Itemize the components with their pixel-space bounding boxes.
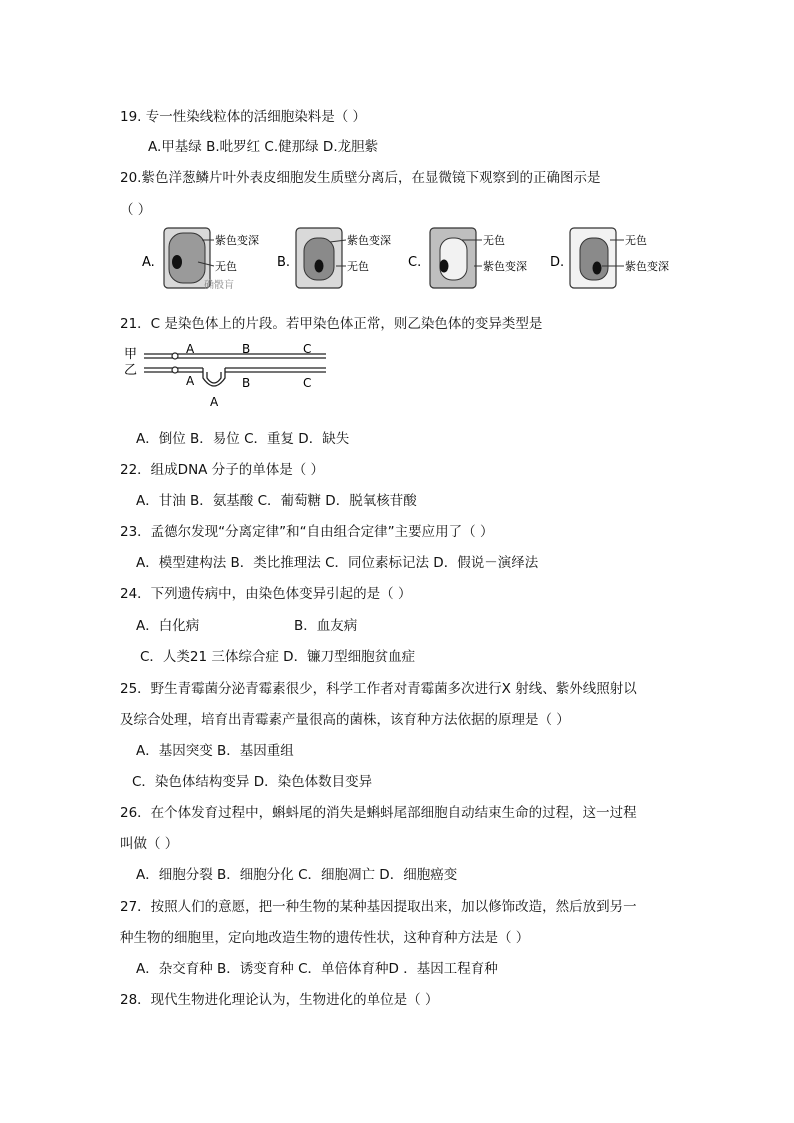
q21-chromosome-figure (120, 342, 330, 410)
q21-stem: 21．C 是染色体上的片段。若甲染色体正常，则乙染色体的变异类型是 (120, 316, 543, 332)
q20-fig-c-bottom: 紫色变深 (483, 260, 527, 273)
q21-top-a: A (186, 342, 195, 356)
q20-fig-a-top: 紫色变深 (215, 234, 259, 247)
q20-fig-b-letter: B. (277, 255, 291, 270)
q27-stem-1: 27．按照人们的意愿，把一种生物的某种基因提取出来，加以修饰改造，然后放到另一 (120, 899, 637, 915)
q20-figure-c (408, 228, 527, 288)
q20-fig-c-top: 无色 (483, 234, 505, 247)
q23-stem: 23．孟德尔发现“分离定律”和“自由组合定律”主要应用了（ ） (120, 524, 494, 540)
q20-fig-a-letter: A. (142, 255, 155, 270)
q20-fig-d-letter: D. (550, 255, 565, 270)
q25-stem-1: 25．野生青霉菌分泌青霉素很少，科学工作者对青霉菌多次进行X 射线、紫外线照射以 (120, 681, 637, 697)
q25-stem-2: 及综合处理，培育出青霉素产量很高的菌株，该育种方法依据的原理是（ ） (120, 712, 570, 728)
q21-yi-label: 乙 (124, 363, 138, 378)
q20-fig-a-bottom: 无色 (215, 260, 237, 273)
q20-stem: 20.紫色洋葱鳞片叶外表皮细胞发生质壁分离后，在显微镜下观察到的正确图示是 (120, 170, 601, 186)
q20-fig-b-top: 紫色变深 (347, 234, 391, 247)
q20-fig-d-bottom: 紫色变深 (625, 260, 669, 273)
q24-option-a: A．白化病 (136, 618, 200, 634)
q20-fig-c-letter: C. (408, 255, 422, 270)
q21-loop-a: A (210, 395, 219, 409)
q26-stem-1: 26．在个体发育过程中，蝌蚪尾的消失是蝌蚪尾部细胞自动结束生命的过程，这一过程 (120, 805, 637, 821)
q21-top-c: C (303, 342, 312, 356)
q20-fig-d-top: 无色 (625, 234, 647, 247)
q27-stem-2: 种生物的细胞里，定向地改造生物的遗传性状，这种育种方法是（ ） (120, 930, 530, 946)
q26-stem-2: 叫做（ ） (120, 836, 179, 852)
q24-options-cd: C．人类21 三体综合症 D．镰刀型细胞贫血症 (140, 649, 416, 665)
q20-cell-figures (140, 222, 680, 294)
q23-options: A．模型建构法 B．类比推理法 C．同位素标记法 D．假说－演绎法 (136, 555, 539, 571)
q21-options: A．倒位 B．易位 C．重复 D．缺失 (136, 431, 350, 447)
q21-jia-label: 甲 (124, 347, 138, 362)
q20-fig-b-bottom: 无色 (347, 260, 369, 273)
q21-top-b: B (242, 342, 251, 356)
q24-option-b: B．血友病 (294, 618, 358, 634)
q27-options: A．杂交育种 B．诱变育种 C．单倍体育种D ．基因工程育种 (136, 961, 498, 977)
q22-stem: 22．组成DNA 分子的单体是（ ） (120, 462, 324, 478)
q20-fig-a-extra: 确骰肓 (204, 280, 234, 291)
q21-bottom-b: B (242, 376, 251, 390)
q25-options-cd: C．染色体结构变异 D．染色体数目变异 (132, 774, 373, 790)
q19-stem: 19. 专一性染线粒体的活细胞染料是（ ） (120, 109, 367, 125)
q22-options: A．甘油 B．氨基酸 C．葡萄糖 D．脱氧核苷酸 (136, 493, 417, 509)
q20-figure-d (550, 228, 669, 288)
q20-figure-a (142, 228, 259, 291)
q26-options: A．细胞分裂 B．细胞分化 C．细胞凋亡 D．细胞癌变 (136, 867, 458, 883)
q24-stem: 24．下列遗传病中，由染色体变异引起的是（ ） (120, 586, 412, 602)
q21-bottom-a: A (186, 374, 195, 388)
q21-bottom-c: C (303, 376, 312, 390)
q20-paren: （ ） (120, 202, 152, 218)
q19-options: A.甲基绿 B.吡罗红 C.健那绿 D.龙胆紫 (148, 139, 379, 155)
q28-stem: 28．现代生物进化理论认为，生物进化的单位是（ ） (120, 992, 439, 1008)
q20-figure-b (277, 228, 391, 288)
q25-options-ab: A．基因突变 B．基因重组 (136, 743, 294, 759)
